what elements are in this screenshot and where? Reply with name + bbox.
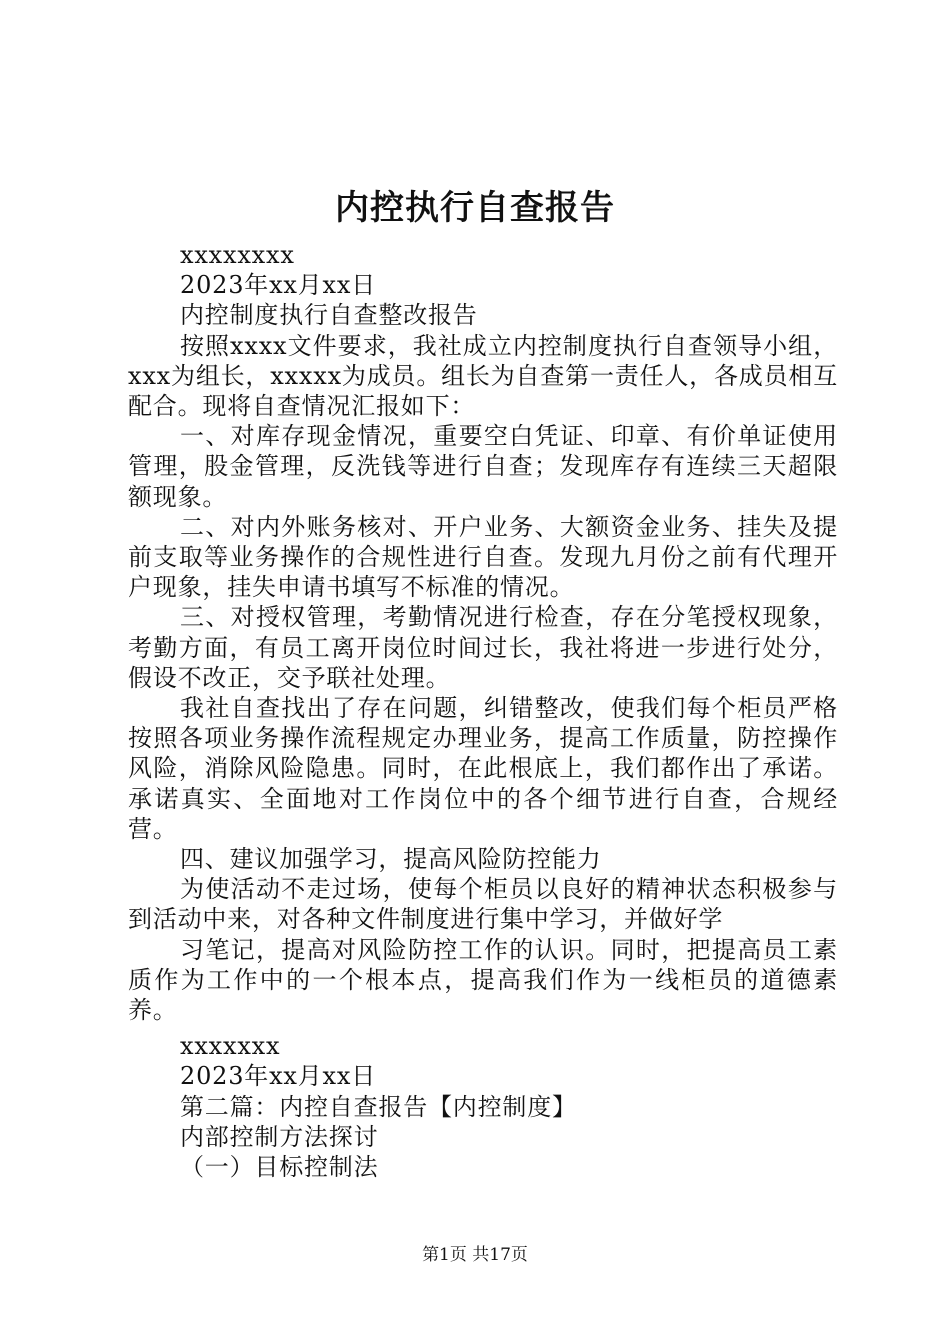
paragraph-subtitle: 内控制度执行自查整改报告 [180, 301, 478, 330]
paragraph-subsection-heading: （一）目标控制法 [180, 1153, 379, 1182]
paragraph-chapter-two: 第二篇：内控自查报告【内控制度】 [180, 1092, 577, 1121]
paragraph-author: xxxxxxxx [180, 241, 295, 269]
paragraph-item-2: 二、对内外账务核对、开户业务、大额资金业务、挂失及提前支取等业务操作的合规性进行自查。发现九月份之前有代理开户现象，挂失申请书填写不标准的情况。 [128, 512, 838, 602]
document-body [128, 240, 838, 1182]
paragraph-intro: 按照xxxx文件要求，我社成立内控制度执行自查领导小组，xxx为组长，xxxxx为成员。组长为自查第一责任人，各成员相互配合。现将自查情况汇报如下： [128, 331, 838, 421]
paragraph-rectification: 我社自查找出了存在问题，纠错整改，使我们每个柜员严格按照各项业务操作流程规定办理业务，提高工作质量，防控操作风险，消除风险隐患。同时，在此根底上，我们都作出了承诺。承诺真实、全面地对工作岗位中的各个细节进行自查，合规经营。 [128, 694, 838, 843]
paragraph-item-4: 四、建议加强学习，提高风险防控能力 [180, 845, 602, 874]
paragraph-learning-cont: 习笔记，提高对风险防控工作的认识。同时，把提高员工素质作为工作中的一个根本点，提高我们作为一线柜员的道德素养。 [128, 935, 838, 1025]
paragraph-date: 2023年xx月xx日 [180, 271, 377, 300]
document-title: 内控执行自查报告 [335, 188, 615, 228]
paragraph-learning: 为使活动不走过场，使每个柜员以良好的精神状态积极参与到活动中来，对各种文件制度进行集中学习，并做好学 [128, 875, 838, 934]
paragraph-signature-date: 2023年xx月xx日 [180, 1062, 377, 1091]
paragraph-item-3: 三、对授权管理，考勤情况进行检查，存在分笔授权现象，考勤方面，有员工离开岗位时间过长，我社将进一步进行处分，假设不改正，交予联社处理。 [128, 603, 838, 692]
paragraph-section-heading: 内部控制方法探讨 [180, 1122, 379, 1151]
page-footer: 第1页 共17页 [422, 1245, 528, 1265]
paragraph-signature: xxxxxxx [180, 1032, 281, 1061]
paragraph-item-1: 一、对库存现金情况，重要空白凭证、印章、有价单证使用管理，股金管理，反洗钱等进行自查；发现库存有连续三天超限额现象。 [128, 422, 838, 511]
